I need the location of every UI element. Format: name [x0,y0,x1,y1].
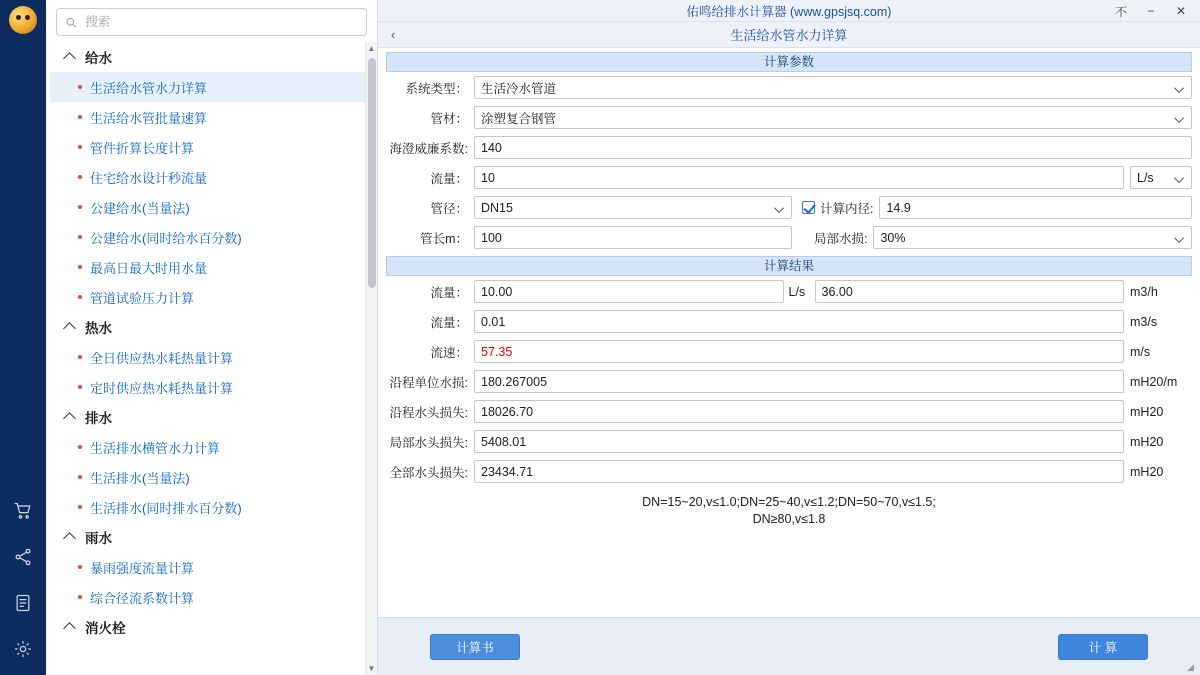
row-diameter [386,193,1192,222]
page-title: 生活给水管水力详算 [730,28,848,43]
scroll-up-icon[interactable]: ▲ [367,44,376,53]
result-value: 57.35 [481,344,513,359]
result-unit: m/s [1130,344,1151,359]
bullet-icon [78,175,82,179]
pipe-material-label: 管材： [430,111,468,126]
share-icon[interactable] [6,537,40,577]
bullet-icon [78,475,82,479]
nav-group-label: 排水 [85,411,112,426]
result-unit: m3/h [1130,284,1158,299]
sidebar-item-label: 综合径流系数计算 [90,590,195,606]
result-value: 10.00 [481,284,513,299]
window-title: 佑鸣给排水计算器 (www.gpsjsq.com) [686,4,892,19]
diameter-value: DN15 [481,200,513,215]
system-type-value: 生活冷水管道 [481,81,557,96]
result-row [386,277,1192,306]
search-box[interactable] [56,8,367,36]
sidebar-item-drain-horizontal[interactable] [50,432,377,462]
flow-value: 10 [481,170,495,185]
local-loss-label: 局部水损: [814,231,868,246]
sidebar-item-max-daily-hourly[interactable] [50,252,377,282]
velocity-note [386,494,1192,528]
result-row [386,457,1192,486]
calculate-button[interactable]: 计 算 [1058,634,1148,660]
pin-button[interactable]: 不 [1114,4,1127,19]
nav-group-header[interactable] [50,612,377,642]
result-value-secondary: 36.00 [821,284,853,299]
chevron-up-icon [64,621,76,633]
sidebar-item-label: 暴雨强度流量计算 [90,560,195,576]
search-input[interactable] [83,14,358,30]
nav-group-label: 给水 [85,51,112,66]
local-loss-label-wrap [814,229,867,247]
flow-unit-select[interactable] [1130,166,1192,189]
sidebar-item-label: 最高日最大时用水量 [90,260,208,276]
diameter-label: 管径： [430,201,468,216]
bullet-icon [78,445,82,449]
pipe-material-value: 涂塑复合钢管 [481,111,557,126]
sidebar-item-label: 管道试验压力计算 [90,290,195,306]
nav-group-header[interactable] [50,402,377,432]
chevron-up-icon [64,51,76,63]
checkbox-icon[interactable] [802,201,815,214]
diameter-select[interactable] [474,196,792,219]
chevron-down-icon [1174,83,1184,93]
window-buttons [1106,0,1196,22]
result-label: 局部水头损失: [389,435,468,450]
chevron-down-icon [1174,233,1184,243]
resize-grip[interactable]: ◢ [1187,662,1194,672]
bullet-icon [78,265,82,269]
search-wrap [46,0,377,42]
bullet-icon [78,505,82,509]
results-section-header: 计算结果 [386,256,1192,276]
result-unit: mH20/m [1130,374,1178,389]
length-value: 100 [481,230,502,245]
sidebar-item-pipe-test-pressure[interactable] [50,282,377,312]
result-value: 0.01 [481,314,506,329]
result-value: 23434.71 [481,464,534,479]
inner-diameter-label: 计算内径: [820,201,874,216]
sidebar-item-fitting-length[interactable] [50,132,377,162]
bullet-icon [78,85,82,89]
bullet-icon [78,115,82,119]
content-spacer [386,528,1192,617]
params-section-header: 计算参数 [386,52,1192,72]
nav-group-label: 热水 [85,321,112,336]
close-button[interactable]: ✕ [1175,4,1187,18]
result-value-field[interactable] [474,370,1124,393]
sidebar-item-label: 住宅给水设计秒流量 [90,170,208,186]
report-button[interactable]: 计算书 [430,634,520,660]
nav-group-label: 雨水 [85,531,112,546]
sidebar-item-public-equivalent[interactable] [50,192,377,222]
result-unit: mH20 [1130,464,1164,479]
result-value-field[interactable] [474,400,1124,423]
footer-bar [378,617,1200,675]
chevron-up-icon [64,411,76,423]
inner-diameter-checkbox-group[interactable] [802,199,873,217]
result-value: 5408.01 [481,434,527,449]
sidebar-item-label: 公建给水(同时给水百分数) [90,230,242,246]
icon-rail [0,0,46,675]
sidebar-item-label: 定时供应热水耗热量计算 [90,380,234,396]
result-value-field-secondary[interactable] [815,280,1125,303]
chevron-down-icon [1174,113,1184,123]
chevron-down-icon [774,203,784,213]
flow-label: 流量： [430,171,468,186]
result-value-field[interactable] [474,340,1124,363]
sidebar-item-label: 生活排水横管水力计算 [90,440,221,456]
main-panel [378,0,1200,675]
nav-group-header[interactable] [50,42,377,72]
nav-group-header[interactable] [50,522,377,552]
sidebar-item-drain-percentage[interactable] [50,492,377,522]
result-unit: mH20 [1130,434,1164,449]
sidebar-item-timed-hot-water[interactable] [50,372,377,402]
bullet-icon [78,355,82,359]
scrollbar-thumb[interactable] [368,58,376,288]
hazen-label: 海澄威廉系数: [389,141,468,156]
inner-diameter-input[interactable] [879,196,1192,219]
sidebar-item-label: 生活给水管水力详算 [90,80,208,96]
title-bar [378,0,1200,22]
result-label: 全部水头损失: [389,465,468,480]
sidebar-item-allday-hot-water[interactable] [50,342,377,372]
bullet-icon [78,565,82,569]
local-loss-value: 30% [880,230,906,245]
result-label: 沿程水头损失: [389,405,468,420]
gear-icon[interactable] [6,629,40,669]
app-logo-icon [9,6,37,34]
bullet-icon [78,295,82,299]
cart-icon[interactable] [6,491,40,531]
result-value-field[interactable] [474,310,1124,333]
nav-group-label: 消火栓 [85,621,126,636]
result-mid-unit: L/s [788,284,806,299]
result-value-field[interactable] [474,430,1124,453]
result-value-field[interactable] [474,460,1124,483]
pipe-material-select[interactable] [474,106,1192,129]
bullet-icon [78,145,82,149]
sidebar-item-rain-intensity[interactable] [50,552,377,582]
result-unit: mH20 [1130,404,1164,419]
sidebar-scrollbar[interactable] [365,42,377,675]
sub-title-bar [378,22,1200,48]
system-type-label: 系统类型： [405,81,468,96]
row-system-type [386,73,1192,102]
sidebar-item-label: 管件折算长度计算 [90,140,195,156]
local-loss-select[interactable] [873,226,1192,249]
sidebar-item-runoff-coefficient[interactable] [50,582,377,612]
sidebar-item-label: 生活给水管批量速算 [90,110,208,126]
minimize-button[interactable]: − [1147,4,1155,18]
inner-diameter-value: 14.9 [886,200,911,215]
hazen-value: 140 [481,140,502,155]
content-area [378,48,1200,617]
bullet-icon [78,205,82,209]
result-label: 流量： [430,315,468,330]
result-label: 流速： [430,345,468,360]
hazen-input[interactable] [474,136,1192,159]
result-unit: m3/s [1130,314,1158,329]
result-row [386,397,1192,426]
result-label: 沿程单位水损: [389,375,468,390]
sidebar-item-domestic-water-detail[interactable] [50,72,377,102]
result-row [386,307,1192,336]
sidebar-item-label: 生活排水(同时排水百分数) [90,500,242,516]
sidebar-item-label: 生活排水(当量法) [90,470,190,486]
result-value: 180.267005 [481,374,548,389]
nav-group-header[interactable] [50,312,377,342]
velocity-note-line1: DN=15~20,v≤1.0;DN=25~40,v≤1.2;DN=50~70,v≤1.5; [642,495,936,509]
result-row [386,367,1192,396]
row-length-and-local-loss [386,223,1192,252]
result-row [386,337,1192,366]
flow-unit-value: L/s [1137,170,1154,185]
search-icon [65,16,77,29]
back-button[interactable]: ‹ [390,27,396,42]
flow-input[interactable] [474,166,1124,189]
result-row [386,427,1192,456]
length-input[interactable] [474,226,792,249]
sidebar-item-label: 公建给水(当量法) [90,200,190,216]
chevron-up-icon [64,321,76,333]
velocity-note-line2: DN≥80,v≤1.8 [752,512,826,526]
system-type-select[interactable] [474,76,1192,99]
result-value-field[interactable] [474,280,784,303]
scroll-down-icon[interactable]: ▼ [367,664,376,673]
result-value: 18026.70 [481,404,534,419]
row-pipe-material [386,103,1192,132]
chevron-up-icon [64,531,76,543]
row-flow-input [386,163,1192,192]
sidebar-item-label: 全日供应热水耗热量计算 [90,350,234,366]
navigation-tree [46,42,377,675]
sidebar-item-residential-design-flow[interactable] [50,162,377,192]
bullet-icon [78,595,82,599]
row-hazen-coefficient [386,133,1192,162]
length-label: 管长m： [420,231,468,246]
result-label: 流量： [430,285,468,300]
sidebar-item-drain-equivalent[interactable] [50,462,377,492]
document-icon[interactable] [6,583,40,623]
chevron-down-icon [1174,173,1184,183]
sidebar-item-public-percentage[interactable] [50,222,377,252]
bullet-icon [78,235,82,239]
sidebar-item-domestic-water-batch[interactable] [50,102,377,132]
sidebar [46,0,378,675]
bullet-icon [78,385,82,389]
